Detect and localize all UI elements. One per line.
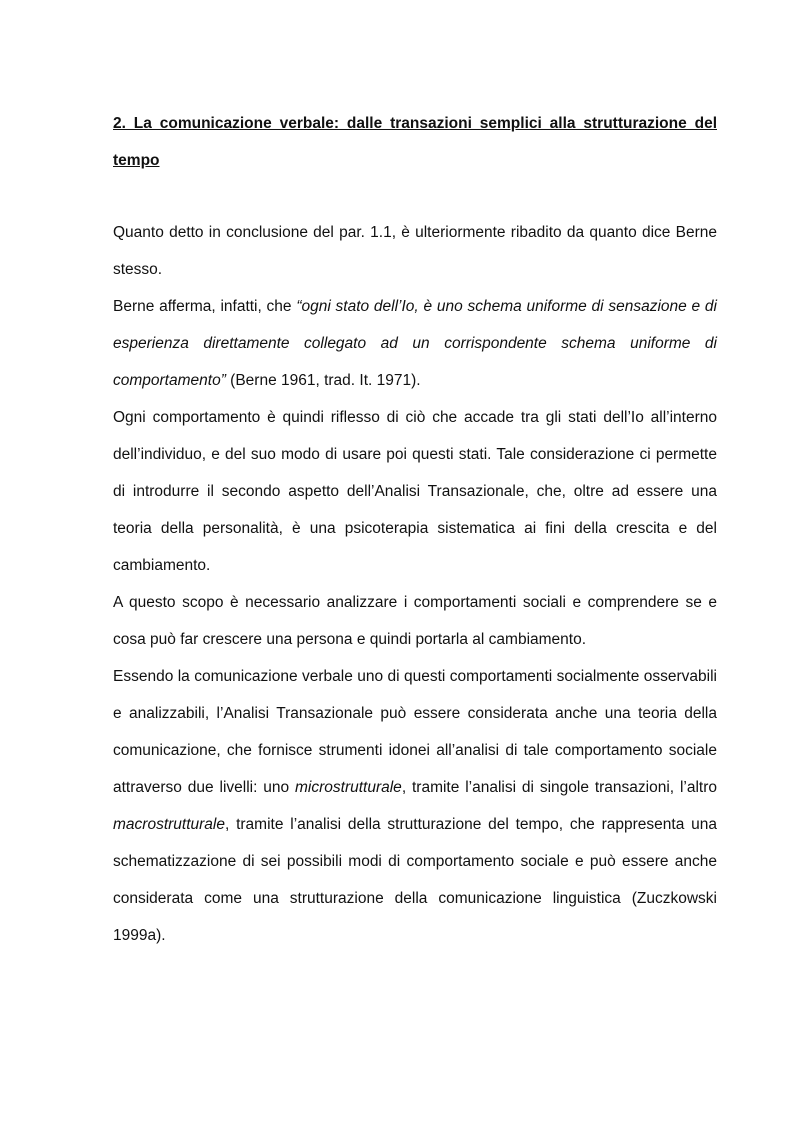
paragraph-1: Quanto detto in conclusione del par. 1.1, è ulteriormente ribadito da quanto dice Berne stesso. [113,224,717,278]
berne-quote: “ogni stato dell’Io, è uno schema uniforme di sensazione e di esperienza direttamente collegato ad un corrispondente schema uniforme di comportamento” [113,298,717,389]
paragraph-5-part-2: , tramite l’analisi di singole transazioni, l’altro [401,779,717,796]
section-heading: 2. La comunicazione verbale: dalle transazioni semplici alla strutturazione del tempo [113,115,717,169]
document-page [113,105,717,954]
paragraph-4: A questo scopo è necessario analizzare i comportamenti sociali e comprendere se e cosa può far crescere una persona e quindi portarla al cambiamento. [113,594,717,648]
paragraph-2-intro: Berne afferma, infatti, che [113,298,297,315]
term-microstrutturale: microstrutturale [295,779,402,796]
paragraph-5 [113,658,717,954]
paragraph-5-part-1: Essendo la comunicazione verbale uno di questi comportamenti socialmente osservabili e analizzabili, l’Analisi Transazionale può essere considerata anche una teoria della comunicazione, che fornisce strumenti idonei all’analisi di tale comportamento sociale attraverso due livelli: uno [113,668,717,796]
term-macrostrutturale: macrostrutturale [113,816,225,833]
paragraph-5-part-3: , tramite l’analisi della strutturazione del tempo, che rappresenta una schematizzazione di sei possibili modi di comportamento sociale e può essere anche considerata come una strutturazione della comunicazione linguistica (Zuczkowski 1999a). [113,816,717,944]
paragraph-3: Ogni comportamento è quindi riflesso di ciò che accade tra gli stati dell’Io all’interno dell’individuo, e del suo modo di usare poi questi stati. Tale considerazione ci permette di introdurre il secondo aspetto dell’Analisi Transazionale, che, oltre ad essere una teoria della personalità, è una psicoterapia sistematica ai fini della crescita e del cambiamento. [113,409,717,574]
paragraph-2-citation: (Berne 1961, trad. It. 1971). [225,372,421,389]
paragraph-2 [113,288,717,399]
